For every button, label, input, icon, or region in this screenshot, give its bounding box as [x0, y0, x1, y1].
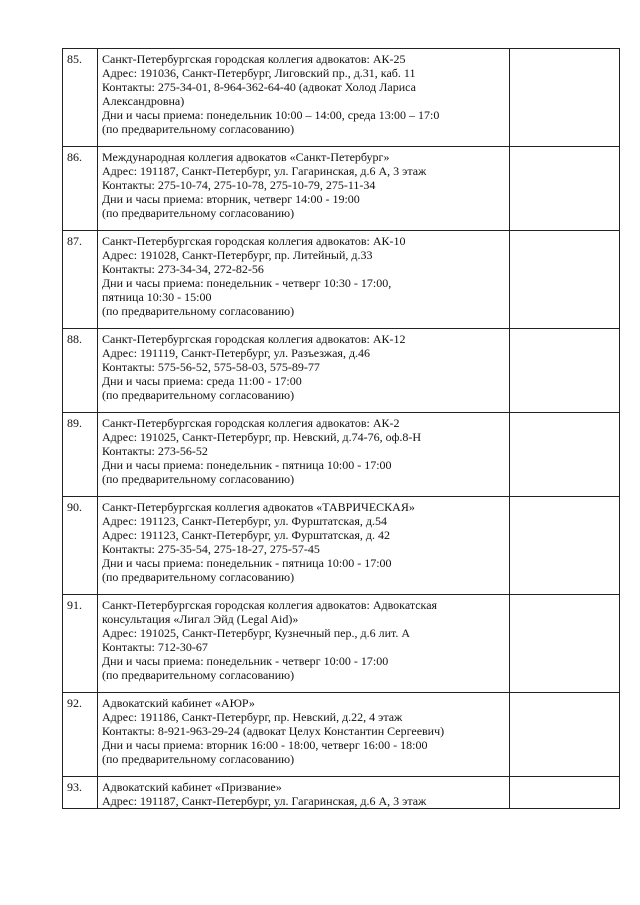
entry-line: Дни и часы приема: понедельник - пятница 10:00 - 17:00	[102, 458, 392, 472]
entry-line: (по предварительному согласованию)	[102, 472, 295, 486]
entry-line: Адрес: 191187, Санкт-Петербург, ул. Гагаринская, д.6 А, 3 этаж	[102, 164, 427, 178]
entry-number: 92.	[63, 693, 98, 777]
entry-line: Санкт-Петербургская городская коллегия адвокатов: АК-10	[102, 234, 406, 248]
notes-cell	[510, 497, 620, 595]
entry-line: (по предварительному согласованию)	[102, 668, 295, 682]
entry-line: Дни и часы приема: понедельник 10:00 – 14:00, среда 13:00 – 17:0	[102, 108, 440, 122]
entry-details	[98, 413, 510, 497]
entry-details	[98, 497, 510, 595]
table-row	[63, 777, 620, 809]
entry-details	[98, 595, 510, 693]
entry-line: Адрес: 191036, Санкт-Петербург, Лиговский пр., д.31, каб. 11	[102, 66, 416, 80]
entry-line: Контакты: 575-56-52, 575-58-03, 575-89-77	[102, 360, 320, 374]
document-page	[62, 48, 606, 809]
entry-number: 87.	[63, 231, 98, 329]
entry-line: Дни и часы приема: понедельник - пятница 10:00 - 17:00	[102, 556, 392, 570]
entry-line: Контакты: 275-10-74, 275-10-78, 275-10-79, 275-11-34	[102, 178, 376, 192]
table-row	[63, 49, 620, 147]
entry-details	[98, 231, 510, 329]
entry-line: Санкт-Петербургская городская коллегия адвокатов: АК-12	[102, 332, 406, 346]
table-row	[63, 595, 620, 693]
entry-line: Дни и часы приема: среда 11:00 - 17:00	[102, 374, 302, 388]
entry-line: Адрес: 191028, Санкт-Петербург, пр. Литейный, д.33	[102, 248, 373, 262]
entry-line: Контакты: 8-921-963-29-24 (адвокат Целух Константин Сергеевич)	[102, 724, 445, 738]
entry-line: Международная коллегия адвокатов «Санкт-Петербург»	[102, 150, 390, 164]
entry-line: Контакты: 273-56-52	[102, 444, 208, 458]
entry-details	[98, 147, 510, 231]
table-row	[63, 413, 620, 497]
entry-number: 90.	[63, 497, 98, 595]
entry-line: Адвокатский кабинет «АЮР»	[102, 696, 255, 710]
notes-cell	[510, 231, 620, 329]
entry-number: 85.	[63, 49, 98, 147]
entry-line: Дни и часы приема: понедельник - четверг 10:00 - 17:00	[102, 654, 389, 668]
entry-line: Контакты: 275-34-01, 8-964-362-64-40 (адвокат Холод Лариса	[102, 80, 416, 94]
table-row	[63, 497, 620, 595]
entry-number: 89.	[63, 413, 98, 497]
table-row	[63, 147, 620, 231]
entry-details	[98, 329, 510, 413]
entry-line: Санкт-Петербургская городская коллегия адвокатов: Адвокатская	[102, 598, 438, 612]
entry-line: (по предварительному согласованию)	[102, 206, 295, 220]
notes-cell	[510, 595, 620, 693]
entry-line: консультация «Лигал Эйд (Legal Aid)»	[102, 612, 299, 626]
entry-line: Дни и часы приема: вторник 16:00 - 18:00, четверг 16:00 - 18:00	[102, 738, 428, 752]
entry-line: Контакты: 275-35-54, 275-18-27, 275-57-45	[102, 542, 320, 556]
entry-line: пятница 10:30 - 15:00	[102, 290, 212, 304]
entry-number: 93.	[63, 777, 98, 809]
entry-line: (по предварительному согласованию)	[102, 122, 295, 136]
entry-line: Санкт-Петербургская городская коллегия адвокатов: АК-25	[102, 52, 406, 66]
entry-line: (по предварительному согласованию)	[102, 570, 295, 584]
entry-number: 88.	[63, 329, 98, 413]
entry-number: 86.	[63, 147, 98, 231]
entry-line: Адрес: 191123, Санкт-Петербург, ул. Фурштатская, д.54	[102, 514, 387, 528]
notes-cell	[510, 49, 620, 147]
entry-line: Адрес: 191119, Санкт-Петербург, ул. Разъезжая, д.46	[102, 346, 371, 360]
notes-cell	[510, 693, 620, 777]
entry-line: Адрес: 191186, Санкт-Петербург, пр. Невский, д.22, 4 этаж	[102, 710, 403, 724]
entry-details	[98, 777, 510, 809]
notes-cell	[510, 413, 620, 497]
entry-line: Санкт-Петербургская коллегия адвокатов «ТАВРИЧЕСКАЯ»	[102, 500, 415, 514]
entry-line: Адрес: 191187, Санкт-Петербург, ул. Гагаринская, д.6 А, 3 этаж	[102, 794, 427, 808]
table-row	[63, 693, 620, 777]
table-row	[63, 231, 620, 329]
entry-line: (по предварительному согласованию)	[102, 304, 295, 318]
entry-line: Дни и часы приема: вторник, четверг 14:00 - 19:00	[102, 192, 360, 206]
entry-line: Контакты: 273-34-34, 272-82-56	[102, 262, 264, 276]
entry-details	[98, 49, 510, 147]
entry-line: (по предварительному согласованию)	[102, 752, 295, 766]
notes-cell	[510, 329, 620, 413]
entry-number: 91.	[63, 595, 98, 693]
notes-cell	[510, 777, 620, 809]
notes-cell	[510, 147, 620, 231]
entry-line: Адрес: 191123, Санкт-Петербург, ул. Фурштатская, д. 42	[102, 528, 390, 542]
entry-line: Контакты: 712-30-67	[102, 640, 208, 654]
entry-line: Адрес: 191025, Санкт-Петербург, пр. Невский, д.74-76, оф.8-Н	[102, 430, 422, 444]
entry-line: Адрес: 191025, Санкт-Петербург, Кузнечный пер., д.6 лит. А	[102, 626, 411, 640]
entry-line: Адвокатский кабинет «Призвание»	[102, 780, 282, 794]
entry-line: Александровна)	[102, 94, 185, 108]
entry-line: Дни и часы приема: понедельник - четверг 10:30 - 17:00,	[102, 276, 392, 290]
table-row	[63, 329, 620, 413]
entry-details	[98, 693, 510, 777]
lawyers-table	[62, 48, 620, 809]
entry-line: (по предварительному согласованию)	[102, 388, 295, 402]
entry-line: Санкт-Петербургская городская коллегия адвокатов: АК-2	[102, 416, 400, 430]
